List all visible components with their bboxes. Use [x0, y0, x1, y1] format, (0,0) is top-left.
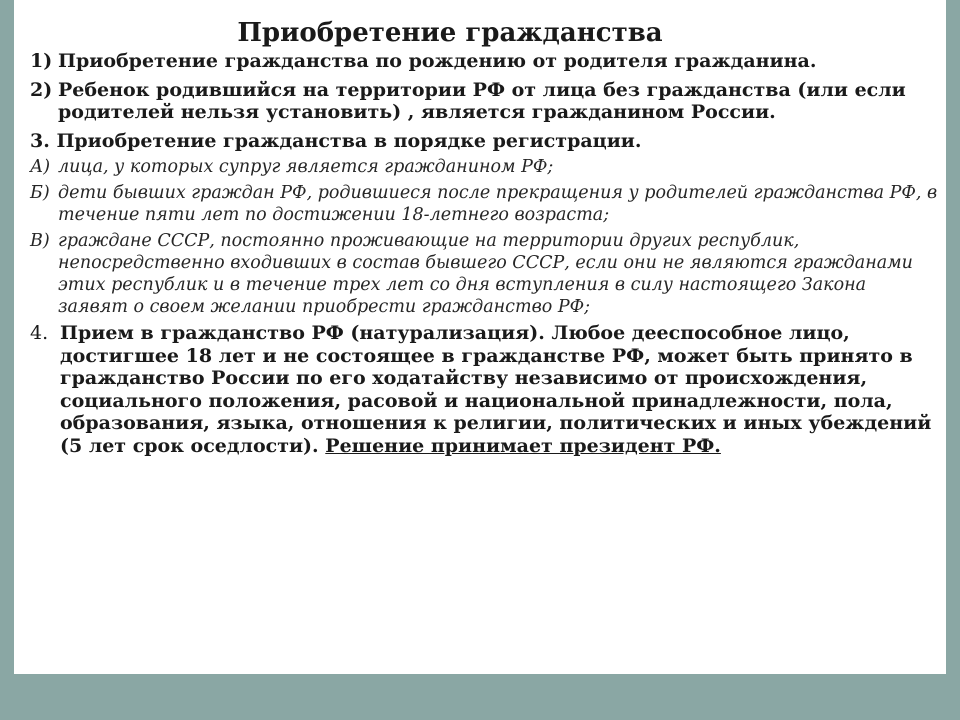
item-4 — [30, 322, 940, 457]
subitem-b-text: дети бывших граждан РФ, родившиеся после прекращения у родителей гражданства РФ, в течение пяти лет по достижении 18-летнего возраста; — [58, 183, 938, 225]
item-4-text: Прием в гражданство РФ (натурализация). Любое дееспособное лицо, достигшее 18 лет и не состоящее в гражданстве РФ, может быть принято в гражданство России по его ходатайству независимо от происхождения, социального положения, расовой и национальной принадлежности, пола, образования, языка, отношения к религии, политических и иных убеждений (5 лет срок оседлости). — [60, 322, 932, 457]
item-2-text: Ребенок родившийся на территории РФ от лица без гражданства (или если родителей нельзя установить) , является гражданином России. — [58, 79, 906, 123]
subitem-a-text: лица, у которых супруг является гражданином РФ; — [58, 157, 554, 177]
subitem-c-text: граждане СССР, постоянно проживающие на территории других республик, непосредственно входивших в состав бывшего СССР, если они не являются гражданами этих республик и в течение трех лет со дня вступления в силу настоящего Закона заявят о своем желании приобрести гражданство РФ; — [58, 231, 913, 317]
slide-title: Приобретение гражданства — [237, 18, 663, 48]
item-4-decision: Решение принимает президент РФ. — [325, 434, 721, 457]
subitem-a-marker: А) — [30, 157, 51, 177]
slide-content — [30, 18, 940, 457]
item-1-marker: 1) — [30, 50, 53, 72]
item-2-marker: 2) — [30, 79, 53, 101]
item-2 — [30, 79, 940, 123]
subitem-c — [30, 230, 940, 318]
subitem-b — [30, 182, 940, 226]
item-4-marker: 4. — [30, 322, 49, 344]
item-1 — [30, 50, 940, 72]
subitem-b-marker: Б) — [30, 183, 50, 203]
item-1-text: Приобретение гражданства по рождению от родителя гражданина. — [58, 50, 817, 72]
item-3: 3. Приобретение гражданства в порядке регистрации. — [30, 130, 642, 152]
subitem-a — [30, 156, 940, 178]
subitem-c-marker: В) — [30, 231, 50, 251]
footer-bar — [14, 674, 946, 708]
